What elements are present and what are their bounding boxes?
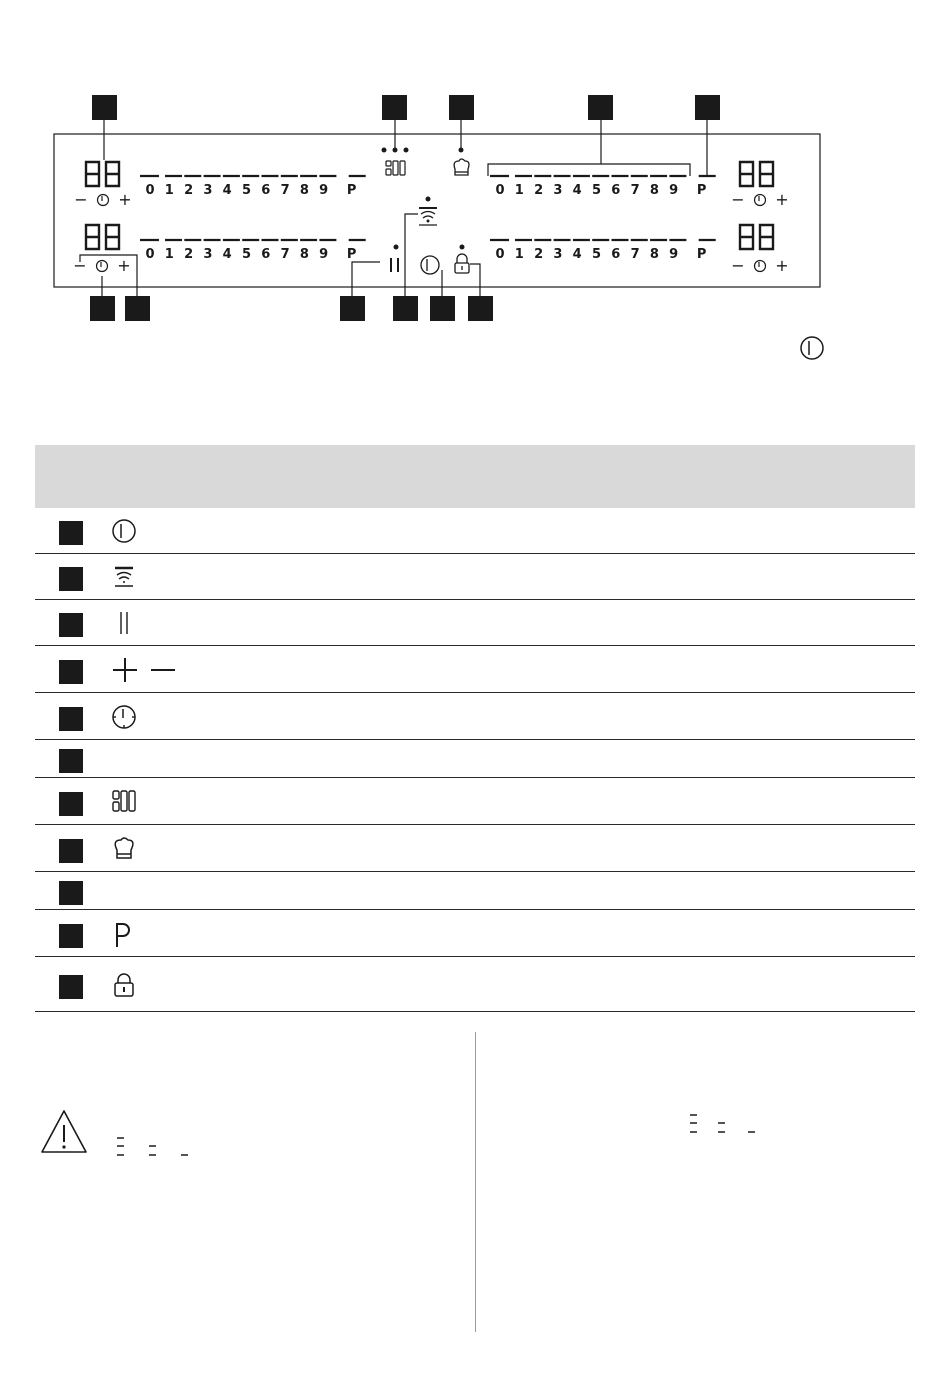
timer-icon bbox=[111, 704, 137, 734]
callout-square bbox=[59, 792, 83, 816]
legend-row bbox=[35, 646, 915, 693]
panel-outline bbox=[54, 134, 820, 287]
plus-control: + bbox=[118, 190, 132, 209]
callout-square bbox=[59, 521, 83, 545]
plus-control: + bbox=[775, 256, 789, 275]
level-tick-label: 2 bbox=[534, 183, 544, 198]
legend-row bbox=[35, 825, 915, 872]
level-tick-label: 7 bbox=[630, 247, 640, 262]
power-icon bbox=[421, 256, 439, 274]
minus-control: − bbox=[731, 190, 745, 209]
chef-hat-icon bbox=[454, 159, 469, 175]
chef-hat-icon bbox=[111, 836, 137, 866]
level-tick-label: P bbox=[696, 247, 707, 262]
seven-segment-digit bbox=[106, 225, 119, 249]
plus-control: + bbox=[775, 190, 789, 209]
callout-square bbox=[340, 296, 365, 321]
callout-square bbox=[92, 95, 117, 120]
level-tick-label: 2 bbox=[534, 247, 544, 262]
stop-go-icon bbox=[391, 258, 398, 272]
stop-go-icon bbox=[111, 610, 137, 640]
lock-icon bbox=[111, 972, 137, 1002]
level-tick-label: 9 bbox=[319, 183, 329, 198]
minus-control: − bbox=[731, 256, 745, 275]
level-tick-label: 3 bbox=[203, 247, 213, 262]
legend-row bbox=[35, 957, 915, 1012]
level-tick-label: 9 bbox=[319, 247, 329, 262]
bridge-icon bbox=[111, 789, 137, 819]
level-tick-label: 8 bbox=[299, 247, 309, 262]
table-header bbox=[35, 445, 915, 508]
timer-icon bbox=[755, 195, 766, 206]
power-boost-icon bbox=[111, 921, 137, 953]
seven-segment-digit bbox=[86, 162, 99, 186]
level-tick-label: 6 bbox=[611, 247, 621, 262]
level-tick-label: 3 bbox=[203, 183, 213, 198]
level-tick-label: 2 bbox=[184, 183, 194, 198]
callout-square bbox=[59, 749, 83, 773]
level-tick-label: 7 bbox=[280, 247, 290, 262]
seven-segment-digit bbox=[106, 162, 119, 186]
level-tick-label: 5 bbox=[241, 247, 252, 262]
residual-heat-glyphs bbox=[115, 1136, 195, 1160]
power-icon bbox=[111, 518, 137, 548]
timer-icon bbox=[97, 261, 108, 272]
level-tick-label: 9 bbox=[669, 247, 679, 262]
callout-square bbox=[59, 707, 83, 731]
callout-square bbox=[393, 296, 418, 321]
level-tick-label: 6 bbox=[611, 183, 621, 198]
callout-square bbox=[468, 296, 493, 321]
residual-heat-glyphs bbox=[688, 1113, 768, 1137]
level-tick-label: 0 bbox=[145, 247, 155, 262]
legend-row bbox=[35, 778, 915, 825]
level-tick-label: P bbox=[696, 183, 707, 198]
callout-square bbox=[59, 975, 83, 999]
hob-to-hood-icon bbox=[419, 208, 437, 225]
seven-segment-digit bbox=[740, 162, 753, 186]
power-icon bbox=[801, 337, 823, 359]
legend-row bbox=[35, 910, 915, 957]
legend-row bbox=[35, 508, 915, 554]
callout-square bbox=[59, 567, 83, 591]
level-tick-label: P bbox=[346, 183, 357, 198]
level-tick-label: 7 bbox=[630, 183, 640, 198]
minus-control: − bbox=[73, 256, 87, 275]
plus-minus-icon bbox=[111, 657, 181, 687]
level-tick-label: P bbox=[346, 247, 357, 262]
seven-segment-digit bbox=[760, 162, 773, 186]
level-tick-label: 4 bbox=[572, 247, 582, 262]
level-tick-label: 8 bbox=[649, 183, 659, 198]
level-tick-label: 1 bbox=[514, 247, 524, 262]
callout-square bbox=[695, 95, 720, 120]
level-tick-label: 8 bbox=[299, 183, 309, 198]
callout-square bbox=[59, 613, 83, 637]
column-divider bbox=[475, 1032, 476, 1332]
level-tick-label: 5 bbox=[241, 183, 252, 198]
lock-icon bbox=[455, 254, 469, 273]
callout-square bbox=[59, 660, 83, 684]
seven-segment-digit bbox=[86, 225, 99, 249]
legend-row bbox=[35, 693, 915, 740]
callout-square bbox=[588, 95, 613, 120]
level-tick-label: 5 bbox=[591, 183, 602, 198]
seven-segment-digit bbox=[740, 225, 753, 249]
legend-row bbox=[35, 740, 915, 778]
callout-square bbox=[59, 924, 83, 948]
level-tick-label: 0 bbox=[495, 183, 505, 198]
callout-square bbox=[59, 881, 83, 905]
minus-control: − bbox=[74, 190, 88, 209]
level-tick-label: 3 bbox=[553, 183, 563, 198]
timer-icon bbox=[755, 261, 766, 272]
level-tick-label: 7 bbox=[280, 183, 290, 198]
level-tick-label: 0 bbox=[145, 183, 155, 198]
level-tick-label: 5 bbox=[591, 247, 602, 262]
callout-square bbox=[125, 296, 150, 321]
level-tick-label: 4 bbox=[222, 183, 232, 198]
level-tick-label: 0 bbox=[495, 247, 505, 262]
level-tick-label: 1 bbox=[164, 183, 174, 198]
plus-control: + bbox=[117, 256, 131, 275]
timer-icon bbox=[98, 195, 109, 206]
level-tick-label: 6 bbox=[261, 183, 271, 198]
level-tick-label: 1 bbox=[514, 183, 524, 198]
callout-square bbox=[449, 95, 474, 120]
warning-icon bbox=[40, 1108, 88, 1156]
legend-row bbox=[35, 872, 915, 910]
legend-row bbox=[35, 554, 915, 600]
level-tick-label: 8 bbox=[649, 247, 659, 262]
callout-square bbox=[90, 296, 115, 321]
legend-row bbox=[35, 600, 915, 646]
level-tick-label: 2 bbox=[184, 247, 194, 262]
callout-square bbox=[59, 839, 83, 863]
control-panel-diagram bbox=[0, 0, 950, 440]
level-tick-label: 3 bbox=[553, 247, 563, 262]
level-tick-label: 4 bbox=[222, 247, 232, 262]
seven-segment-digit bbox=[760, 225, 773, 249]
level-tick-label: 6 bbox=[261, 247, 271, 262]
level-tick-label: 9 bbox=[669, 183, 679, 198]
callout-square bbox=[430, 296, 455, 321]
level-tick-label: 1 bbox=[164, 247, 174, 262]
hob-to-hood-icon bbox=[111, 564, 137, 594]
callout-square bbox=[382, 95, 407, 120]
bridge-icon bbox=[386, 161, 405, 175]
level-tick-label: 4 bbox=[572, 183, 582, 198]
